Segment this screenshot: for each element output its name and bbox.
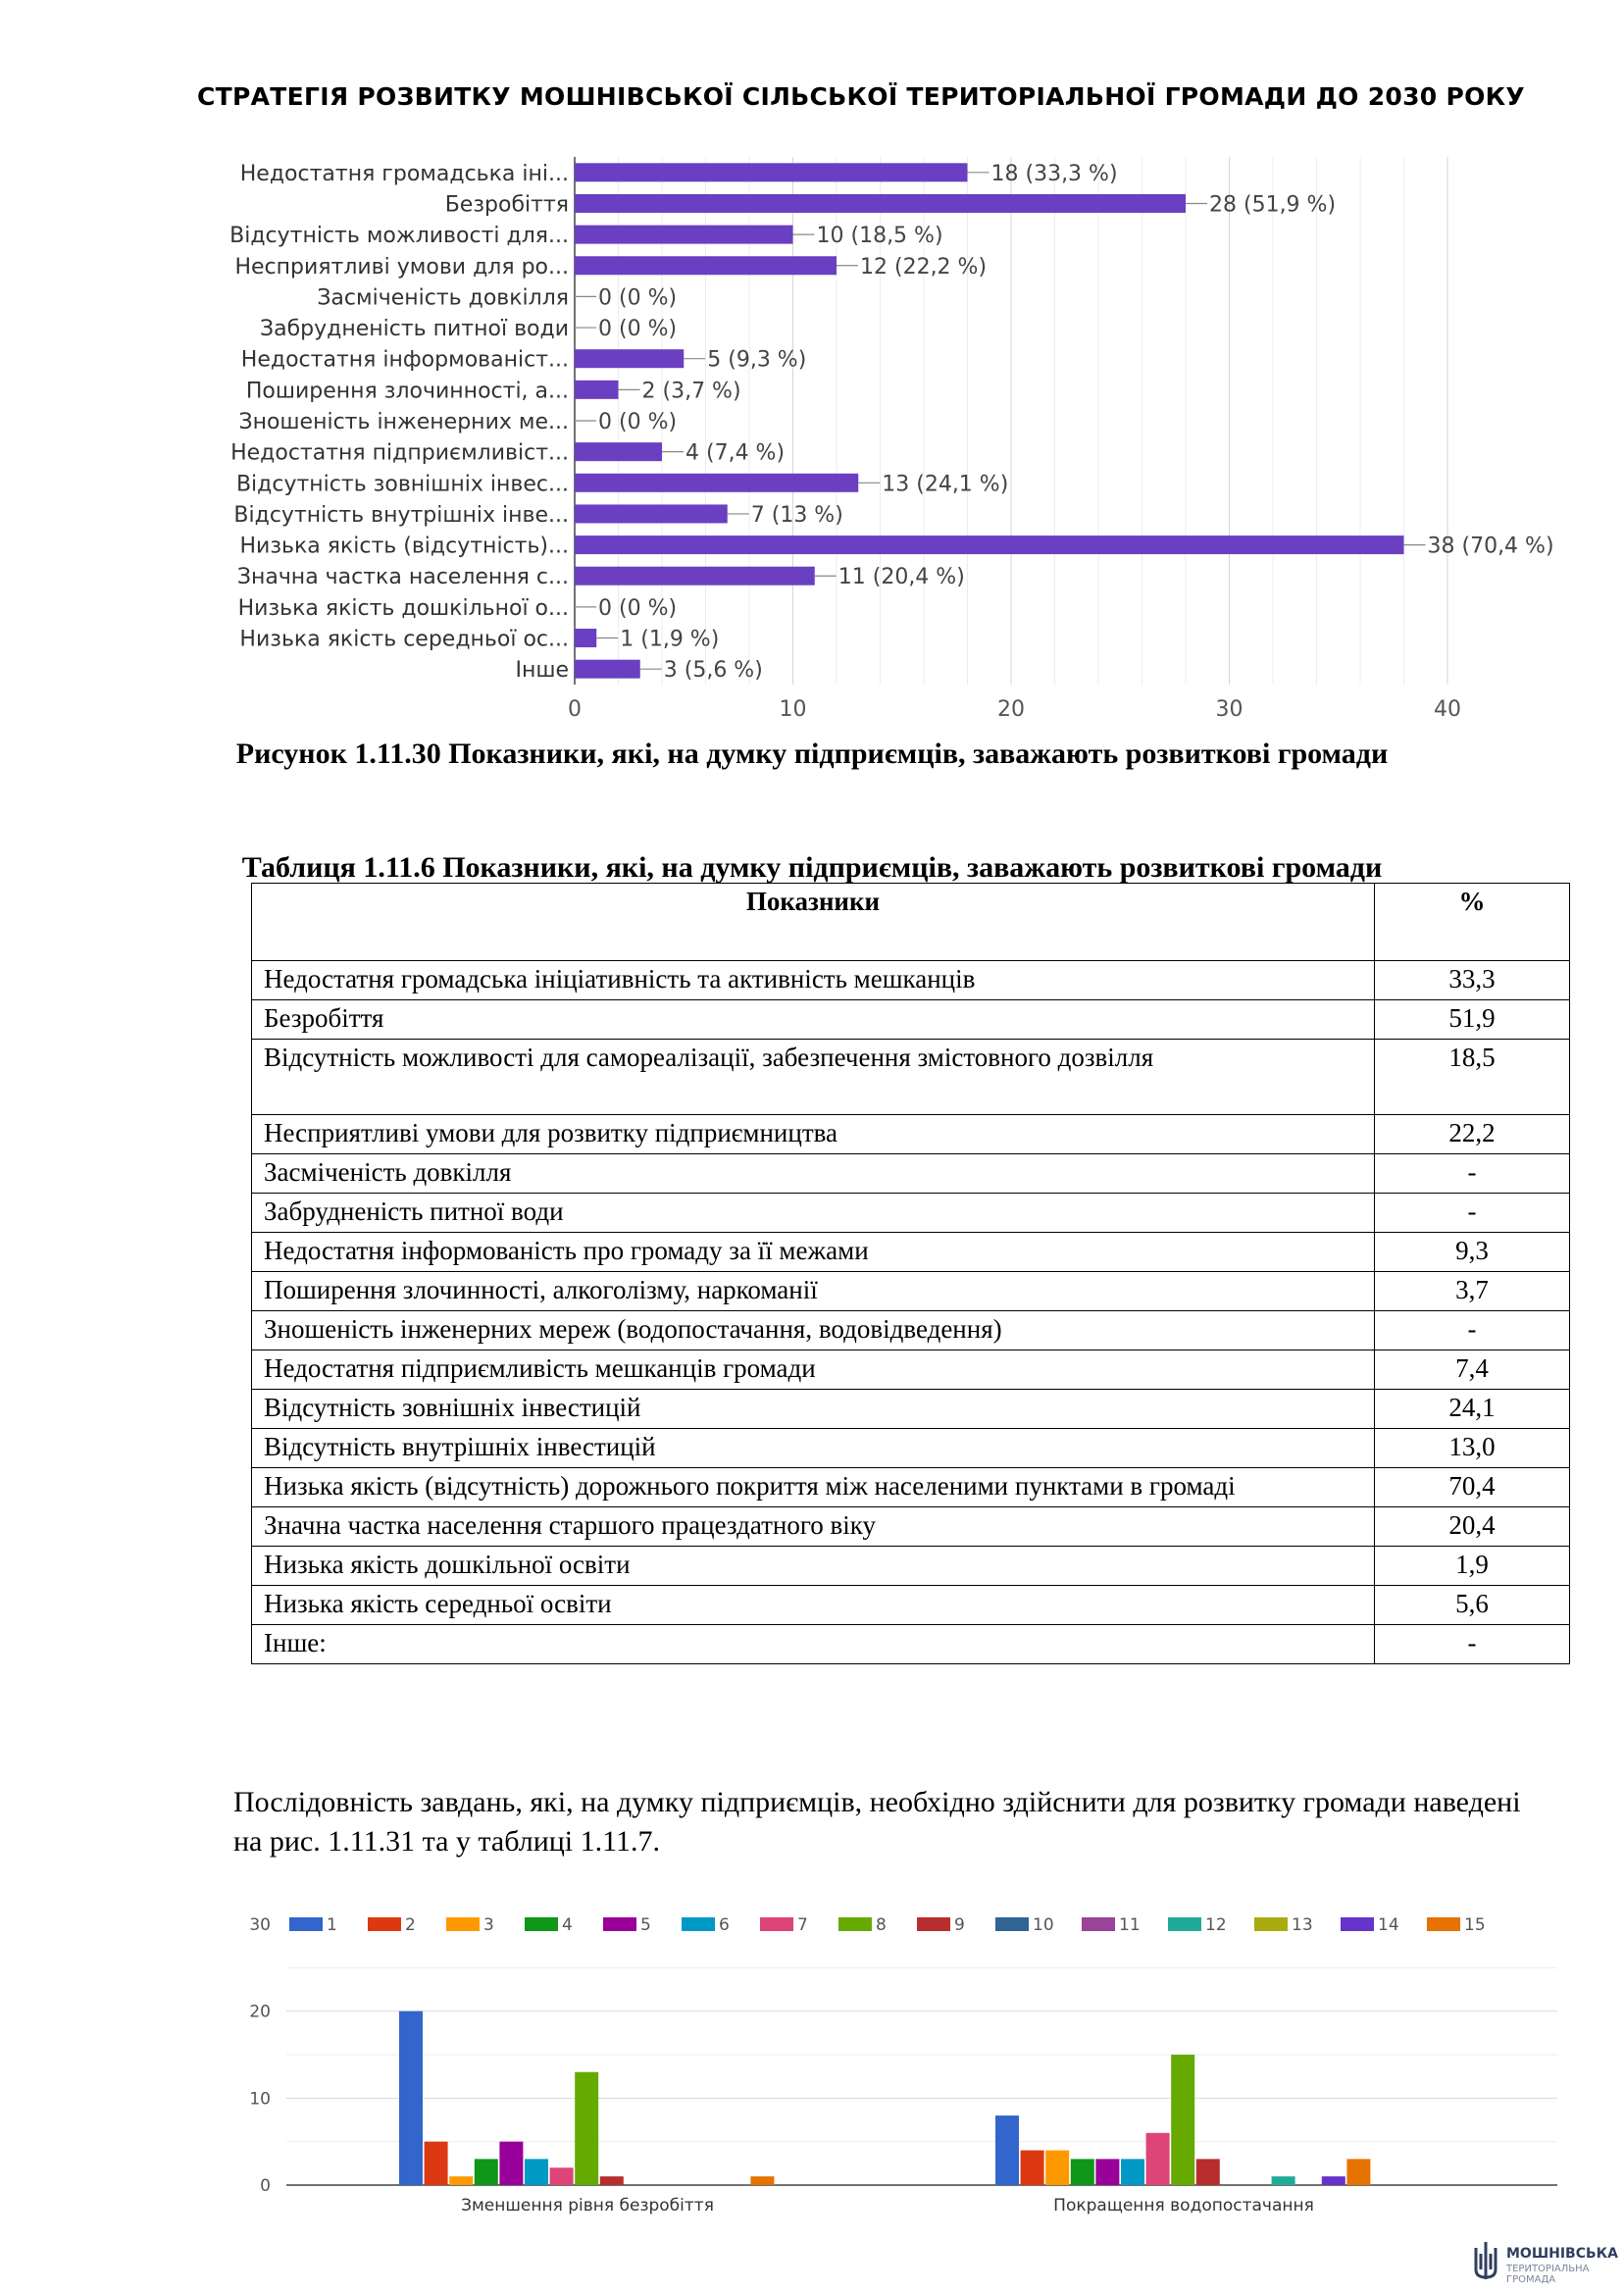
data-label: 38 (70,4 %) (1427, 534, 1554, 559)
bar (475, 2159, 498, 2185)
bar (425, 2142, 448, 2185)
legend-label: 12 (1205, 1915, 1227, 1935)
bar (575, 535, 1404, 554)
legend-label: 6 (719, 1915, 730, 1935)
table-caption: Таблиця 1.11.6 Показники, які, на думку підприємців, заважають розвиткові громади (241, 851, 1383, 884)
legend-label: 3 (483, 1915, 494, 1935)
category-label: Недостатня підприємливіст... (230, 440, 569, 466)
table-row (252, 1625, 1570, 1664)
legend-label: 15 (1464, 1915, 1486, 1935)
percent-cell: 24,1 (1375, 1390, 1570, 1429)
bar (600, 2176, 624, 2185)
legend-label: 7 (797, 1915, 808, 1935)
indicator-cell: Безробіття (252, 1000, 1375, 1040)
x-tick-label: 20 (997, 697, 1025, 722)
table-row (252, 1272, 1570, 1311)
table-header-row (252, 884, 1570, 961)
bar (995, 2115, 1019, 2185)
category-label: Безробіття (444, 192, 569, 218)
community-logo (1471, 2238, 1618, 2287)
bar (575, 226, 793, 244)
legend-label: 2 (405, 1915, 416, 1935)
table-row (252, 1429, 1570, 1468)
category-label: Інше (515, 658, 569, 684)
percent-cell: 22,2 (1375, 1115, 1570, 1154)
bar (575, 381, 619, 399)
logo-title: МОШНІВСЬКА (1506, 2246, 1618, 2262)
x-tick-label: 0 (568, 697, 582, 722)
bar (1045, 2151, 1069, 2185)
percent-cell: 7,4 (1375, 1350, 1570, 1390)
y-tick-label: 0 (260, 2176, 271, 2196)
category-label: Низька якість середньої ос... (239, 627, 569, 652)
page-header: СТРАТЕГІЯ РОЗВИТКУ МОШНІВСЬКОЇ СІЛЬСЬКОЇ ТЕРИТОРІАЛЬНОЇ ГРОМАДИ ДО 2030 РОКУ (197, 82, 1525, 111)
indicator-cell: Поширення злочинності, алкоголізму, наркоманії (252, 1272, 1375, 1311)
logo-subtitle-1: ТЕРИТОРІАЛЬНА (1506, 2264, 1590, 2274)
percent-cell: - (1375, 1194, 1570, 1233)
y-tick-label: 10 (249, 2089, 271, 2110)
category-label: Відсутність зовнішніх інвес... (235, 472, 569, 497)
percent-cell: 9,3 (1375, 1233, 1570, 1272)
bar (1196, 2159, 1220, 2185)
legend-label: 9 (954, 1915, 965, 1935)
table-row (252, 961, 1570, 1000)
bar (575, 660, 640, 679)
bar (550, 2167, 574, 2185)
indicator-cell: Недостатня інформованість про громаду за її межами (252, 1233, 1375, 1272)
data-label: 13 (24,1 %) (882, 472, 1009, 497)
legend-label: 4 (562, 1915, 573, 1935)
legend-swatch (838, 1917, 872, 1931)
table-row (252, 1507, 1570, 1547)
legend-swatch (1082, 1917, 1115, 1931)
data-label: 7 (13 %) (750, 502, 843, 528)
table-row (252, 1468, 1570, 1507)
bar (1071, 2159, 1094, 2185)
bar (1095, 2159, 1119, 2185)
legend-label: 11 (1119, 1915, 1141, 1935)
bar (1171, 2055, 1194, 2185)
bar (1272, 2176, 1295, 2185)
indicator-cell: Низька якість середньої освіти (252, 1586, 1375, 1625)
table-row (252, 1233, 1570, 1272)
legend-label: 8 (876, 1915, 887, 1935)
data-label: 1 (1,9 %) (620, 627, 720, 652)
percent-cell: 70,4 (1375, 1468, 1570, 1507)
column-header-indicator: Показники (252, 884, 1375, 961)
category-label: Значна частка населення с... (236, 565, 569, 590)
category-label: Засміченість довкілля (317, 285, 569, 311)
bar (525, 2159, 548, 2185)
category-label: Зменшення рівня безробіття (461, 2196, 714, 2216)
indicator-cell: Низька якість (відсутність) дорожнього покриття між населеними пунктами в громаді (252, 1468, 1375, 1507)
legend-swatch (603, 1917, 636, 1931)
bar (575, 194, 1186, 213)
category-label: Несприятливі умови для ро... (234, 254, 569, 280)
legend-label: 14 (1378, 1915, 1399, 1935)
percent-cell: 33,3 (1375, 961, 1570, 1000)
category-label: Недостатня інформованіст... (240, 347, 569, 373)
legend-swatch (1427, 1917, 1460, 1931)
data-label: 11 (20,4 %) (837, 565, 965, 590)
indicator-cell: Несприятливі умови для розвитку підприємництва (252, 1115, 1375, 1154)
bar (1346, 2159, 1370, 2185)
indicator-cell: Інше: (252, 1625, 1375, 1664)
bar (449, 2176, 473, 2185)
data-label: 0 (0 %) (598, 410, 678, 434)
table-row (252, 1000, 1570, 1040)
percent-cell: - (1375, 1154, 1570, 1194)
percent-cell: - (1375, 1311, 1570, 1350)
bar (1146, 2133, 1170, 2185)
table-row (252, 1115, 1570, 1154)
data-label: 12 (22,2 %) (860, 254, 988, 280)
data-label: 0 (0 %) (598, 595, 678, 621)
grouped-bar-chart (0, 1903, 1624, 2226)
data-label: 10 (18,5 %) (816, 224, 943, 249)
percent-cell: 13,0 (1375, 1429, 1570, 1468)
bar (1021, 2151, 1044, 2185)
y-tick-label: 20 (249, 2002, 271, 2022)
bar (575, 163, 968, 181)
legend-swatch (1254, 1917, 1288, 1931)
category-label: Поширення злочинності, а... (245, 379, 569, 404)
indicator-cell: Зношеність інженерних мереж (водопостачання, водовідведення) (252, 1311, 1375, 1350)
x-tick-label: 10 (779, 697, 807, 722)
data-label: 3 (5,6 %) (663, 658, 763, 684)
table-row (252, 1390, 1570, 1429)
legend-label: 10 (1033, 1915, 1054, 1935)
table-row (252, 1586, 1570, 1625)
bar (399, 2012, 423, 2185)
indicator-cell: Відсутність внутрішніх інвестицій (252, 1429, 1375, 1468)
legend-label: 5 (640, 1915, 651, 1935)
category-label: Відсутність можливості для... (229, 224, 569, 249)
bar (1121, 2159, 1144, 2185)
legend-swatch (1168, 1917, 1201, 1931)
indicator-cell: Відсутність зовнішніх інвестицій (252, 1390, 1375, 1429)
y-tick-label: 30 (249, 1915, 271, 1935)
bar (575, 629, 596, 647)
category-label: Недостатня громадська іні... (239, 161, 569, 186)
table-row (252, 1040, 1570, 1115)
legend-swatch (760, 1917, 793, 1931)
trident-icon (1471, 2240, 1500, 2283)
bar (575, 474, 858, 492)
figure-caption: Рисунок 1.11.30 Показники, які, на думку підприємців, заважають розвиткові громади (235, 738, 1389, 770)
column-header-percent: % (1375, 884, 1570, 961)
bar (575, 504, 728, 523)
horizontal-bar-chart (0, 137, 1624, 883)
table-row (252, 1154, 1570, 1194)
percent-cell: 3,7 (1375, 1272, 1570, 1311)
bar (499, 2142, 523, 2185)
percent-cell: 5,6 (1375, 1586, 1570, 1625)
category-label: Відсутність внутрішніх інве... (233, 502, 569, 528)
table-row (252, 1547, 1570, 1586)
percent-cell: - (1375, 1625, 1570, 1664)
legend-swatch (995, 1917, 1029, 1931)
table-row (252, 1350, 1570, 1390)
indicator-cell: Значна частка населення старшого працездатного віку (252, 1507, 1375, 1547)
bar (575, 2072, 598, 2185)
legend-swatch (368, 1917, 401, 1931)
bar (750, 2176, 774, 2185)
category-label: Зношеність інженерних ме... (238, 410, 569, 434)
bar (575, 349, 684, 368)
bar (1322, 2176, 1345, 2185)
data-label: 0 (0 %) (598, 317, 678, 342)
percent-cell: 51,9 (1375, 1000, 1570, 1040)
logo-subtitle-2: ГРОМАДА (1506, 2274, 1556, 2285)
indicators-table (251, 883, 1570, 1664)
category-label: Покращення водопостачання (1053, 2196, 1314, 2216)
legend-swatch (682, 1917, 715, 1931)
legend-swatch (289, 1917, 323, 1931)
table-row (252, 1194, 1570, 1233)
bar (575, 256, 837, 275)
data-label: 28 (51,9 %) (1209, 192, 1337, 218)
percent-cell: 18,5 (1375, 1040, 1570, 1115)
legend-label: 1 (327, 1915, 337, 1935)
indicator-cell: Недостатня підприємливість мешканців громади (252, 1350, 1375, 1390)
data-label: 5 (9,3 %) (707, 347, 807, 373)
legend-swatch (446, 1917, 480, 1931)
x-tick-label: 30 (1215, 697, 1243, 722)
table-row (252, 1311, 1570, 1350)
data-label: 0 (0 %) (598, 285, 678, 311)
bar (575, 567, 815, 586)
body-paragraph: Послідовність завдань, які, на думку підприємців, необхідно здійснити для розвитку громади наведені на рис. 1.11.31 та у таблиці 1.11.7. (233, 1786, 1521, 1858)
data-label: 4 (7,4 %) (685, 440, 786, 466)
bar (575, 442, 662, 461)
x-tick-label: 40 (1434, 697, 1461, 722)
data-label: 2 (3,7 %) (641, 379, 741, 404)
legend-swatch (917, 1917, 950, 1931)
category-label: Забрудненість питної води (259, 317, 569, 342)
data-label: 18 (33,3 %) (990, 161, 1118, 186)
indicator-cell: Засміченість довкілля (252, 1154, 1375, 1194)
indicator-cell: Відсутність можливості для самореалізації, забезпечення змістовного дозвілля (252, 1040, 1375, 1115)
percent-cell: 1,9 (1375, 1547, 1570, 1586)
category-label: Низька якість дошкільної о... (237, 595, 569, 621)
legend-swatch (1341, 1917, 1374, 1931)
percent-cell: 20,4 (1375, 1507, 1570, 1547)
category-label: Низька якість (відсутність)... (239, 534, 569, 559)
indicator-cell: Забрудненість питної води (252, 1194, 1375, 1233)
legend-swatch (525, 1917, 558, 1931)
indicator-cell: Недостатня громадська ініціативність та активність мешканців (252, 961, 1375, 1000)
legend-label: 13 (1292, 1915, 1313, 1935)
indicator-cell: Низька якість дошкільної освіти (252, 1547, 1375, 1586)
